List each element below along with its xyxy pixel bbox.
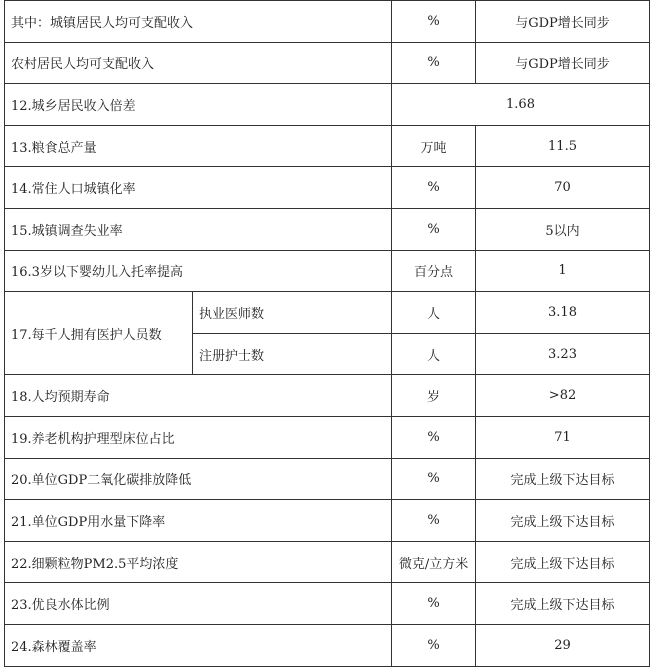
indicator-target: 完成上级下达目标	[476, 500, 650, 542]
indicator-unit: 百分点	[392, 250, 476, 292]
sub-indicator-name: 执业医师数	[193, 292, 392, 334]
indicator-name: 19.养老机构护理型床位占比	[5, 416, 392, 458]
indicator-target: 3.23	[476, 333, 650, 375]
indicator-target: 29	[476, 624, 650, 666]
indicator-unit: %	[392, 167, 476, 209]
indicator-unit: 微克/立方米	[392, 541, 476, 583]
table-row	[5, 84, 650, 126]
indicator-target: 3.18	[476, 292, 650, 334]
table-row	[5, 125, 650, 167]
sub-indicator-name: 注册护士数	[193, 333, 392, 375]
indicator-unit: 岁	[392, 375, 476, 417]
indicator-target: 5以内	[476, 208, 650, 250]
indicator-name: 20.单位GDP二氧化碳排放降低	[5, 458, 392, 500]
indicator-unit: %	[392, 583, 476, 625]
indicator-target: 70	[476, 167, 650, 209]
indicator-unit: 人	[392, 333, 476, 375]
indicator-unit: %	[392, 1, 476, 43]
table-row	[5, 416, 650, 458]
indicator-name: 其中：城镇居民人均可支配收入	[5, 1, 392, 43]
indicator-name: 13.粮食总产量	[5, 125, 392, 167]
indicator-target: 完成上级下达目标	[476, 458, 650, 500]
table-row	[5, 375, 650, 417]
indicator-name: 24.森林覆盖率	[5, 624, 392, 666]
indicator-name: 14.常住人口城镇化率	[5, 167, 392, 209]
indicator-target: 71	[476, 416, 650, 458]
indicator-name: 22.细颗粒物PM2.5平均浓度	[5, 541, 392, 583]
indicator-target: 与GDP增长同步	[476, 1, 650, 43]
table-row	[5, 624, 650, 666]
indicator-name: 18.人均预期寿命	[5, 375, 392, 417]
indicator-unit: %	[392, 208, 476, 250]
indicator-unit: %	[392, 42, 476, 84]
table-row	[5, 250, 650, 292]
table-row	[5, 292, 650, 334]
indicator-name: 农村居民人均可支配收入	[5, 42, 392, 84]
indicator-target: 完成上级下达目标	[476, 541, 650, 583]
indicator-table	[4, 0, 650, 667]
indicator-unit: %	[392, 500, 476, 542]
table-row	[5, 208, 650, 250]
table-row	[5, 42, 650, 84]
table-row	[5, 1, 650, 43]
indicator-name: 23.优良水体比例	[5, 583, 392, 625]
table-row	[5, 458, 650, 500]
table-row	[5, 583, 650, 625]
indicator-unit: %	[392, 624, 476, 666]
indicator-target: 1.68	[392, 84, 650, 126]
indicator-name: 21.单位GDP用水量下降率	[5, 500, 392, 542]
indicator-target: 完成上级下达目标	[476, 583, 650, 625]
table-row	[5, 167, 650, 209]
indicator-name: 15.城镇调查失业率	[5, 208, 392, 250]
indicator-unit: %	[392, 458, 476, 500]
indicator-name: 12.城乡居民收入倍差	[5, 84, 392, 126]
indicator-unit: 人	[392, 292, 476, 334]
indicator-target: 与GDP增长同步	[476, 42, 650, 84]
indicator-name: 17.每千人拥有医护人员数	[5, 292, 193, 375]
indicator-unit: 万吨	[392, 125, 476, 167]
indicator-target: 11.5	[476, 125, 650, 167]
table-row	[5, 500, 650, 542]
indicator-unit: %	[392, 416, 476, 458]
table-row	[5, 541, 650, 583]
indicator-target: 1	[476, 250, 650, 292]
indicator-name: 16.3岁以下婴幼儿入托率提高	[5, 250, 392, 292]
indicator-target: >82	[476, 375, 650, 417]
